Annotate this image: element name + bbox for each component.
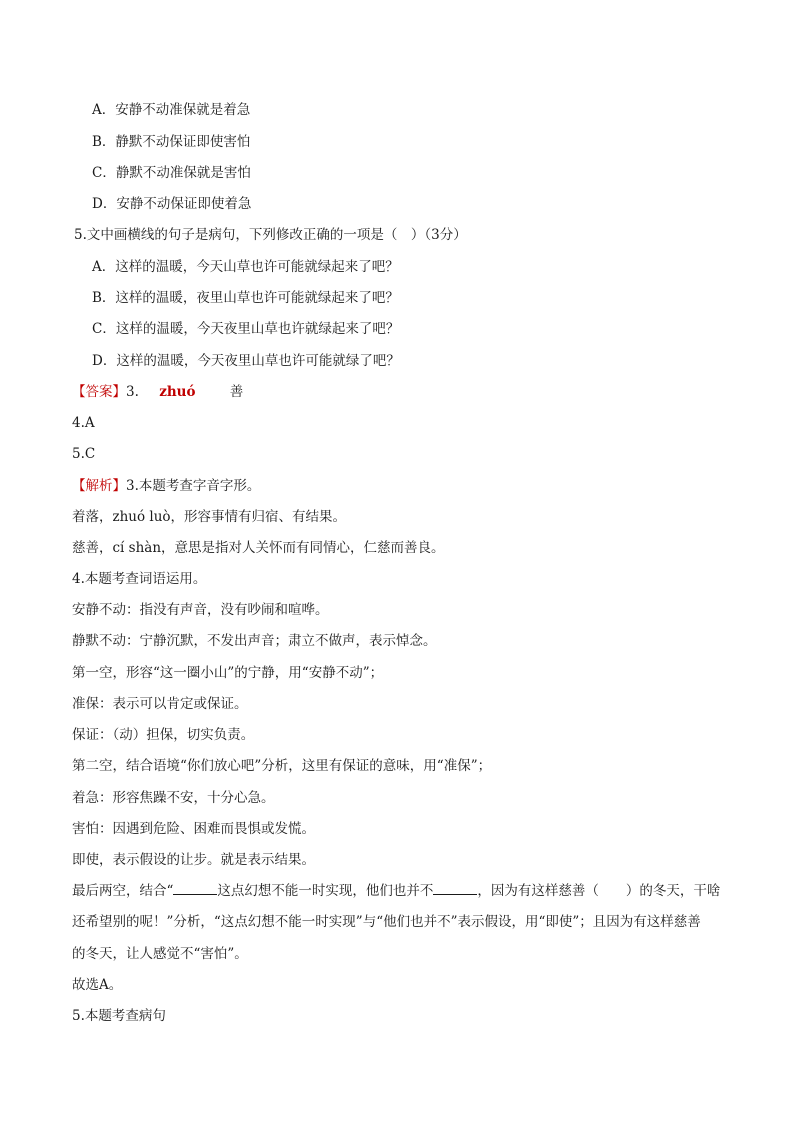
analysis-last-c: ，因为有这样慈善（ ）的冬天，干啥 [477, 883, 721, 899]
answer-char: 善 [229, 384, 244, 400]
analysis-last-line [72, 882, 720, 900]
analysis-line: 着急：形容焦躁不安，十分心急。 [72, 790, 275, 806]
q4-option-d: D．安静不动保证即使着急 [92, 196, 252, 212]
q4-option-b: B．静默不动保证即使害怕 [92, 134, 251, 150]
analysis-line: 第二空，结合语境“你们放心吧”分析，这里有保证的意味，用“准保”； [72, 758, 492, 774]
analysis-heading [72, 477, 260, 495]
analysis-line: 静默不动：宁静沉默，不发出声音；肃立不做声，表示悼念。 [72, 633, 437, 649]
q5-stem: 5.文中画横线的句子是病句，下列修改正确的一项是（ ）（3分） [74, 227, 467, 243]
analysis-choose: 故选A。 [72, 977, 123, 993]
q5-option-a: A．这样的温暖，今天山草也许可能就绿起来了吧？ [92, 259, 399, 275]
q5-option-d: D．这样的温暖，今天夜里山草也许可能就绿了吧？ [92, 353, 400, 369]
answer-line [72, 383, 243, 401]
analysis-line: 即使，表示假设的让步。就是表示结果。 [72, 852, 315, 868]
answer-tag: 【答案】 [72, 384, 126, 400]
q5-option-b: B．这样的温暖，夜里山草也许可能就绿起来了吧？ [92, 290, 399, 306]
analysis-line: 慈善，cí shàn，意思是指对人关怀而有同情心，仁慈而善良。 [72, 540, 445, 556]
analysis-first: 3.本题考查字音字形。 [126, 478, 261, 494]
q5-option-c: C．这样的温暖，今天夜里山草也许就绿起来了吧？ [92, 321, 400, 337]
answer-4: 4.A [72, 415, 95, 431]
analysis-line: 第一空，形容“这一圈小山”的宁静，用“安静不动”； [72, 665, 384, 681]
answer-5: 5.C [72, 446, 96, 462]
analysis-line: 保证：（动）担保，切实负责。 [72, 727, 255, 743]
analysis-line: 着落，zhuó luò，形容事情有归宿、有结果。 [72, 509, 347, 525]
analysis-line: 害怕：因遇到危险、困难而畏惧或发慌。 [72, 821, 315, 837]
analysis-line: 还希望别的呢！”分析，“这点幻想不能一时实现”与“他们也并不”表示假设，用“即使”；且因为有这样慈善 [72, 914, 701, 930]
analysis-last-b: 这点幻想不能一时实现，他们也并不 [217, 883, 434, 899]
analysis-q5: 5.本题考查病句 [72, 1008, 166, 1024]
fill-blank [173, 882, 217, 895]
analysis-line: 4.本题考查词语运用。 [72, 571, 207, 587]
analysis-tag: 【解析】 [72, 478, 126, 494]
analysis-last-a: 最后两空，结合“ [72, 883, 174, 899]
answer-num: 3. [126, 384, 139, 400]
analysis-line: 安静不动：指没有声音，没有吵闹和喧哗。 [72, 602, 329, 618]
answer-pinyin: zhuó [159, 384, 196, 400]
q4-option-c: C．静默不动准保就是害怕 [92, 165, 251, 181]
analysis-line: 的冬天，让人感觉不“害怕”。 [72, 946, 248, 962]
q4-option-a: A．安静不动准保就是着急 [92, 102, 251, 118]
fill-blank [433, 882, 477, 895]
analysis-line: 准保：表示可以肯定或保证。 [72, 696, 248, 712]
